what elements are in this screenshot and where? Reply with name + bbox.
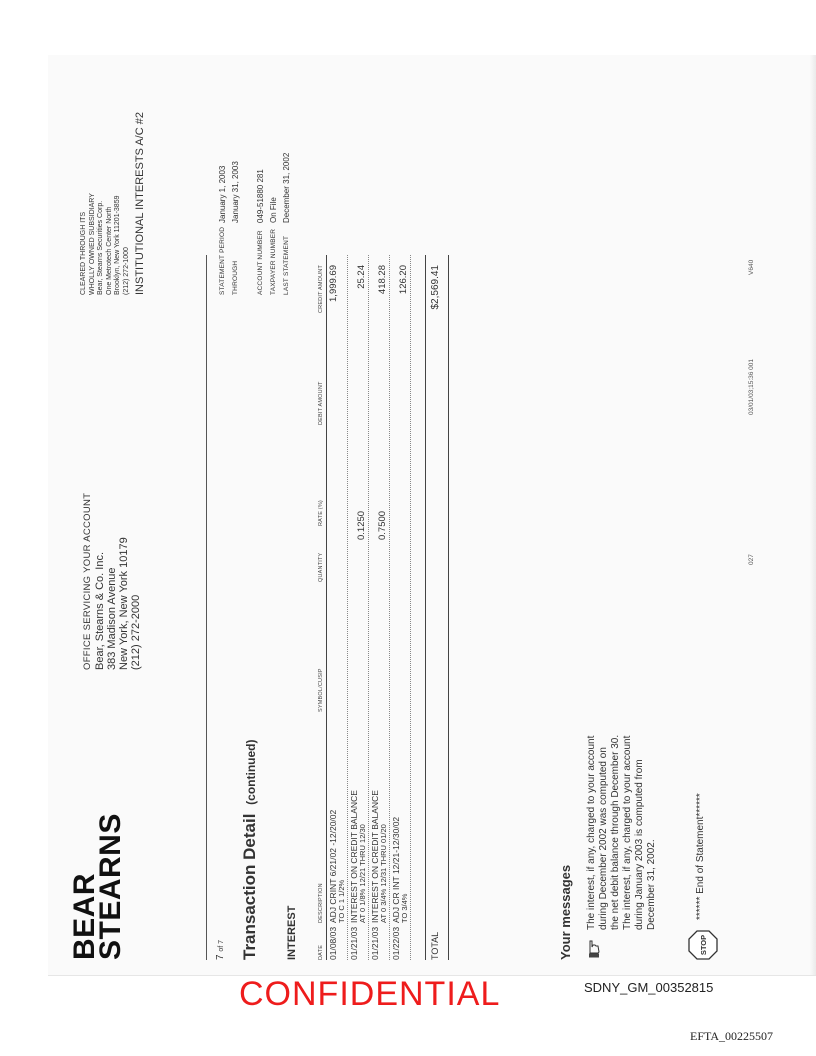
- section-title: [240, 740, 260, 961]
- logo-line-1: BEAR: [68, 872, 101, 960]
- row-description: ADJ CR INT 12/21-12/30/02: [391, 816, 401, 923]
- clearing-line: Brooklyn, New York 11201-3859: [114, 195, 121, 295]
- section-title-text: Transaction Detail: [240, 813, 259, 960]
- scan-edge: [810, 55, 816, 975]
- pointing-hand-icon: [586, 940, 600, 958]
- col-rate: RATE (%): [318, 500, 324, 526]
- col-quantity: QUANTITY: [318, 552, 324, 582]
- statement-period-block: [216, 153, 293, 295]
- table-row: [390, 255, 411, 960]
- efta-number: EFTA_00225507: [690, 1029, 774, 1043]
- table-row: [369, 255, 390, 960]
- header-divider: [206, 255, 207, 960]
- row-credit: 25.24: [356, 265, 367, 289]
- row-date: 01/22/03: [391, 926, 401, 960]
- footer-timestamp: 03/01/03;15:36 001: [748, 358, 755, 415]
- row-description-detail: AT 0 1/8% 12/21 THRU 12/30: [358, 824, 367, 923]
- col-symbol: SYMBOL/CUSIP: [318, 668, 324, 712]
- office-address: [82, 493, 142, 670]
- clearing-line: One Metrotech Center North: [105, 206, 113, 295]
- message-line: The interest, if any, charged to your account: [586, 735, 597, 930]
- row-description: INTEREST ON CREDIT BALANCE: [370, 790, 380, 923]
- row-description-detail: TO 3/4%: [400, 893, 409, 923]
- period-row: [267, 153, 280, 295]
- clearing-line: CLEARED THROUGH ITS: [80, 211, 87, 295]
- end-of-statement: ****** End of Statement******: [695, 793, 706, 920]
- period-label: THROUGH: [232, 260, 239, 295]
- clearing-line: Bear, Stearns Securities Corp.: [97, 200, 104, 295]
- clearing-line: (212) 272-1000: [122, 247, 130, 295]
- period-row: [216, 153, 229, 295]
- period-label: TAXPAYER NUMBER: [270, 228, 277, 295]
- row-credit: 418.28: [377, 265, 388, 295]
- stop-sign-icon: [688, 930, 718, 960]
- page-total: of 7: [218, 939, 225, 952]
- confidential-stamp: CONFIDENTIAL: [239, 975, 501, 1013]
- row-rate: 0.1250: [356, 510, 367, 540]
- row-description: INTEREST ON CREDIT BALANCE: [349, 790, 359, 923]
- message-line: during January 2003 is computed from: [634, 759, 645, 930]
- table-header: [316, 255, 327, 960]
- total-label: TOTAL: [430, 931, 440, 960]
- row-date: 01/21/03: [349, 926, 359, 960]
- messages-section: [558, 734, 708, 960]
- col-date: DATE: [318, 944, 324, 960]
- office-line: (212) 272-2000: [130, 594, 142, 670]
- period-label: STATEMENT PERIOD: [219, 226, 226, 295]
- row-description-detail: AT 0 3/4% 12/31 THRU 01/20: [379, 824, 388, 923]
- message-line: The interest, if any, charged to your account: [622, 735, 633, 930]
- row-description: ADJ CRINT 6/21/02 -12/20/02: [328, 809, 338, 923]
- interest-heading: INTEREST: [286, 905, 298, 960]
- office-line: 383 Madison Avenue: [106, 567, 118, 670]
- message-body: [586, 610, 658, 930]
- statement-content: [58, 60, 773, 960]
- row-date: 01/08/03: [328, 926, 338, 960]
- row-date: 01/21/03: [370, 926, 380, 960]
- period-value: January 1, 2003: [218, 165, 227, 223]
- period-value: On File: [269, 197, 278, 223]
- total-value: $2,569.41: [430, 265, 441, 310]
- col-credit: CREDIT AMOUNT: [318, 265, 324, 314]
- period-label: ACCOUNT NUMBER: [257, 230, 264, 295]
- table-row: [327, 255, 348, 960]
- interest-table: [316, 255, 449, 960]
- logo-line-2: STEARNS: [94, 813, 127, 960]
- period-value: 049-51880 281: [256, 169, 265, 223]
- period-row: [229, 153, 242, 295]
- clearing-line: WHOLLY OWNED SUBSIDIARY: [88, 193, 96, 295]
- section-continued: (continued): [244, 739, 258, 805]
- bates-number: SDNY_GM_00352815: [584, 980, 714, 995]
- table-row: [348, 255, 369, 960]
- period-row: [254, 153, 267, 295]
- page-current: 7: [215, 954, 226, 960]
- period-value: December 31, 2002: [282, 152, 291, 223]
- row-credit: 1,999.69: [328, 265, 339, 302]
- stop-label: STOP: [699, 934, 708, 956]
- row-description-detail: TO C 1 1/2%: [337, 879, 346, 923]
- account-type: INSTITUTIONAL INTERESTS A/C #2: [134, 112, 146, 295]
- message-line: the net debit balance through December 30.: [610, 734, 621, 930]
- messages-heading: Your messages: [558, 864, 573, 960]
- row-rate: 0.7500: [377, 510, 388, 540]
- footer-code: V640: [748, 259, 755, 275]
- table-total: [425, 255, 449, 960]
- period-value: January 31, 2003: [231, 161, 240, 223]
- row-credit: 126.20: [398, 265, 409, 295]
- page-number: [215, 940, 226, 960]
- office-title: OFFICE SERVICING YOUR ACCOUNT: [82, 492, 93, 670]
- clearing-address: [80, 112, 147, 295]
- office-line: New York, New York 10179: [118, 537, 130, 670]
- col-description: DESCRIPTION: [318, 883, 324, 923]
- col-debit: DEBIT AMOUNT: [318, 381, 324, 425]
- footer-code: 027: [748, 554, 755, 565]
- bear-stearns-logo: [68, 813, 127, 960]
- period-label: LAST STATEMENT: [283, 235, 290, 295]
- message-line: December 31, 2002.: [646, 839, 657, 930]
- period-row: [280, 153, 293, 295]
- message-line: during December 2002 was computed on: [598, 747, 609, 930]
- office-line: Bear, Stearns & Co. Inc.: [94, 551, 106, 670]
